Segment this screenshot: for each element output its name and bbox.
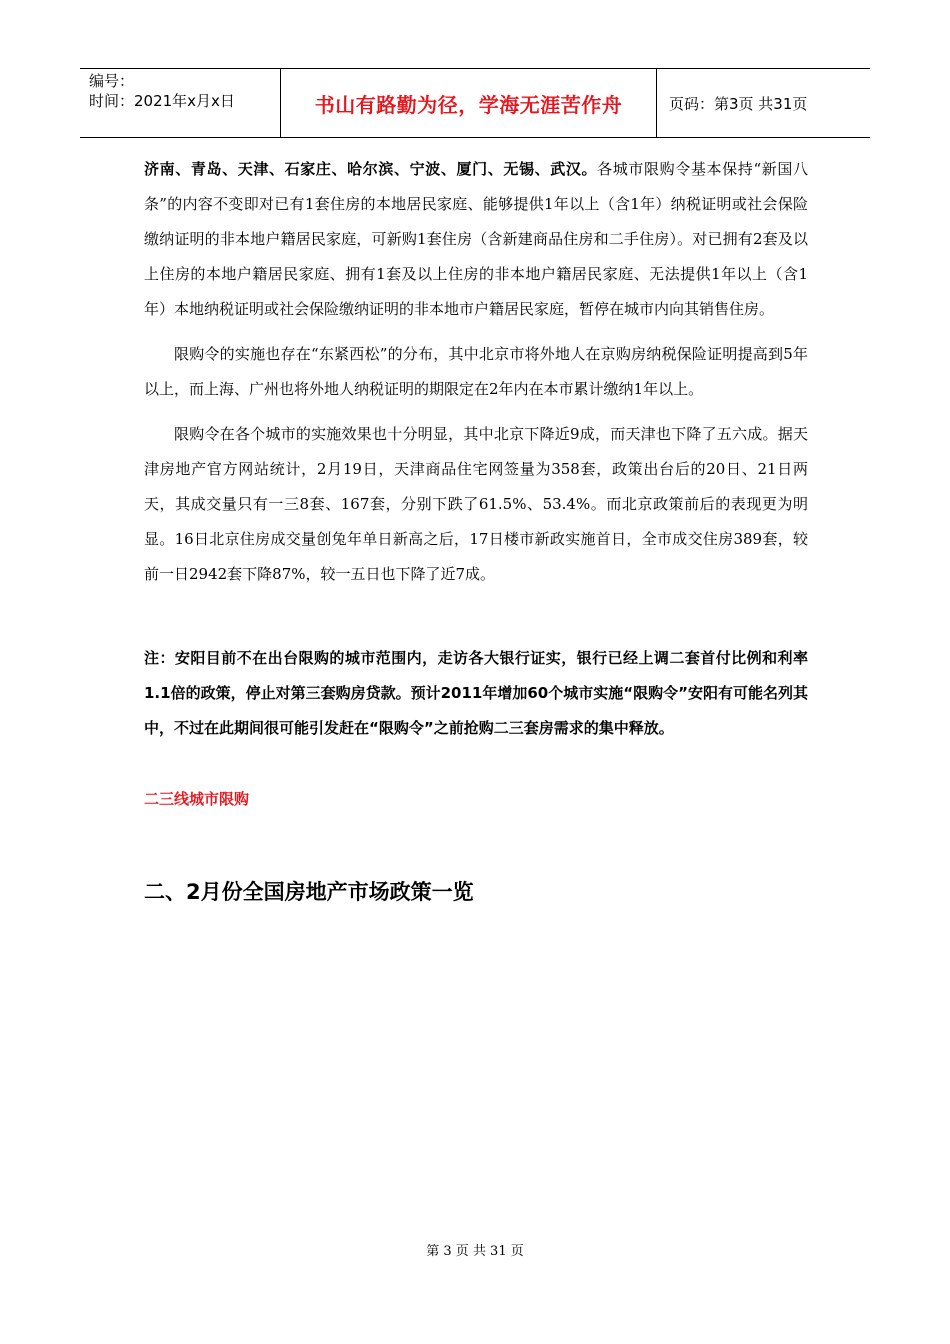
note-anyang: 注：安阳目前不在出台限购的城市范围内，走访各大银行证实，银行已经上调二套首付比例和利率1.1倍的政策，停止对第三套购房贷款。预计2011年增加60个城市实施“限购令”安阳有可能名列其中，不过在此期间很可能引发赶在“限购令”之前抢购二三套房需求的集中释放。 — [144, 649, 808, 737]
header-meta — [80, 69, 281, 137]
paragraph-east-west: 限购令的实施也存在“东紧西松”的分布，其中北京市将外地人在京购房纳税保险证明提高到5年以上，而上海、广州也将外地人纳税证明的期限定在2年内在本市累计缴纳1年以上。 — [144, 345, 808, 398]
city-list-bold: 济南、青岛、天津、石家庄、哈尔滨、宁波、厦门、无锡、武汉。 — [144, 160, 598, 178]
header-motto: 书山有路勤为径，学海无涯苦作舟 — [281, 69, 657, 137]
section-heading-policy-overview: 二、2月份全国房地产市场政策一览 — [144, 880, 474, 904]
page-footer: 第 3 页 共 31 页 — [426, 1244, 524, 1259]
city-list-rest: 各城市限购令基本保持“新国八条”的内容不变即对已有1套住房的本地居民家庭、能够提供1年以上（含1年）纳税证明或社会保险缴纳证明的非本地户籍居民家庭，可新购1套住房（含新建商品住房和二手住房）。对已拥有2套及以上住房的本地户籍居民家庭、拥有1套及以上住房的非本地户籍居民家庭、无法提供1年以上（含1年）本地纳税证明或社会保险缴纳证明的非本地市户籍居民家庭，暂停在城市内向其销售住房。 — [144, 160, 808, 318]
red-heading-city-restriction: 二三线城市限购 — [144, 790, 250, 808]
header-code-label: 编号： — [89, 72, 135, 90]
document-body — [144, 152, 808, 907]
paragraph-city-list — [144, 152, 808, 327]
header-page-info: 页码：第3页 共31页 — [669, 94, 808, 113]
document-header — [80, 68, 870, 138]
paragraph-effects: 限购令在各个城市的实施效果也十分明显，其中北京下降近9成，而天津也下降了五六成。据天津房地产官方网站统计，2月19日，天津商品住宅网签量为358套，政策出台后的20日、21日两天，其成交量只有一三8套、167套，分别下跌了61.5%、53.4%。而北京政策前后的表现更为明显。16日北京住房成交量创兔年单日新高之后，17日楼市新政实施首日，全市成交住房389套，较前一日2942套下降87%，较一五日也下降了近7成。 — [144, 425, 808, 583]
header-time-label: 时间：2021年x月x日 — [89, 92, 235, 110]
